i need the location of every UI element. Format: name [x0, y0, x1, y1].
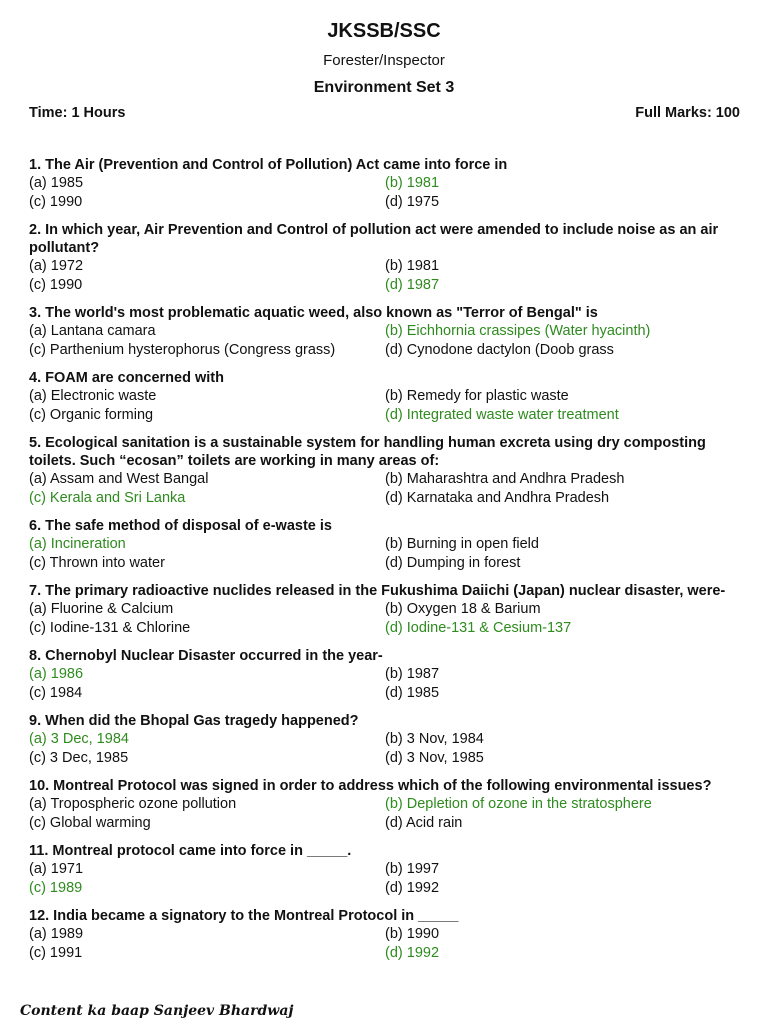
option: (c) Global warming — [29, 815, 151, 831]
option: (a) 1971 — [29, 861, 84, 877]
question-item — [29, 221, 744, 295]
set-title: Environment Set 3 — [313, 79, 455, 96]
question-text: 9. When did the Bhopal Gas tragedy happened? — [29, 713, 359, 729]
option: (d) Acid rain — [385, 815, 463, 831]
question-text: 5. Ecological sanitation is a sustainable system for handling human excreta using dry composting toilets. Such “ecosan” toilets are working in many areas of: — [29, 435, 706, 469]
option: (a) Lantana camara — [29, 323, 156, 339]
question-item — [29, 517, 744, 573]
option: (d) 1975 — [385, 194, 440, 210]
option: (a) Tropospheric ozone pollution — [29, 796, 237, 812]
question-item — [29, 582, 744, 638]
option: (b) 1997 — [385, 861, 440, 877]
option-grid — [29, 795, 744, 833]
question-item — [29, 907, 744, 963]
question-text: 1. The Air (Prevention and Control of Pollution) Act came into force in — [29, 157, 508, 173]
question-item — [29, 712, 744, 768]
question-list — [29, 156, 744, 972]
time-label: Time: 1 Hours — [29, 105, 126, 121]
option: (c) 1984 — [29, 685, 83, 701]
option-correct: (d) Iodine-131 & Cesium-137 — [385, 620, 572, 636]
option: (a) 1972 — [29, 258, 84, 274]
option: (d) 3 Nov, 1985 — [385, 750, 484, 766]
option-correct: (b) 1981 — [385, 175, 440, 191]
option: (a) Electronic waste — [29, 388, 157, 404]
exam-subtitle: Forester/Inspector — [323, 52, 445, 69]
option: (a) 1989 — [29, 926, 84, 942]
option-grid — [29, 322, 744, 360]
option-grid — [29, 387, 744, 425]
option: (c) Organic forming — [29, 407, 154, 423]
question-text: 10. Montreal Protocol was signed in order to address which of the following environmental issues? — [29, 778, 712, 794]
option: (c) Iodine-131 & Chlorine — [29, 620, 191, 636]
question-text: 12. India became a signatory to the Montreal Protocol in _____ — [29, 908, 459, 924]
question-text: 4. FOAM are concerned with — [29, 370, 224, 386]
question-item — [29, 434, 744, 508]
option: (a) Fluorine & Calcium — [29, 601, 174, 617]
question-text: 2. In which year, Air Prevention and Control of pollution act were amended to include noise as an air pollutant? — [29, 222, 719, 256]
option-correct: (b) Depletion of ozone in the stratosphere — [385, 796, 652, 812]
question-text: 8. Chernobyl Nuclear Disaster occurred in the year- — [29, 648, 383, 664]
option: (b) 1981 — [385, 258, 440, 274]
option-grid — [29, 257, 744, 295]
question-item — [29, 842, 744, 898]
option: (c) Parthenium hysterophorus (Congress grass) — [29, 342, 336, 358]
option-correct: (a) 1986 — [29, 666, 84, 682]
option: (b) 1987 — [385, 666, 440, 682]
option: (c) 1990 — [29, 277, 83, 293]
option: (c) 1990 — [29, 194, 83, 210]
question-item — [29, 369, 744, 425]
question-item — [29, 647, 744, 703]
option: (d) Karnataka and Andhra Pradesh — [385, 490, 610, 506]
question-item — [29, 777, 744, 833]
option: (b) 3 Nov, 1984 — [385, 731, 484, 747]
question-item — [29, 304, 744, 360]
option: (d) Cynodone dactylon (Doob grass — [385, 342, 614, 358]
option: (c) Thrown into water — [29, 555, 165, 571]
option-correct: (a) Incineration — [29, 536, 126, 552]
option: (c) 1991 — [29, 945, 83, 961]
option: (d) Dumping in forest — [385, 555, 521, 571]
option-correct: (d) 1992 — [385, 945, 440, 961]
question-item — [29, 156, 744, 212]
option: (b) Maharashtra and Andhra Pradesh — [385, 471, 625, 487]
option: (d) 1992 — [385, 880, 440, 896]
option: (b) Burning in open field — [385, 536, 539, 552]
option: (c) 3 Dec, 1985 — [29, 750, 129, 766]
option-correct: (c) 1989 — [29, 880, 83, 896]
option-correct: (c) Kerala and Sri Lanka — [29, 490, 186, 506]
option-correct: (a) 3 Dec, 1984 — [29, 731, 129, 747]
option: (b) Remedy for plastic waste — [385, 388, 569, 404]
question-text: 3. The world's most problematic aquatic weed, also known as "Terror of Bengal" is — [29, 305, 598, 321]
option-grid — [29, 470, 744, 508]
option-grid — [29, 665, 744, 703]
option-grid — [29, 174, 744, 212]
option-correct: (d) Integrated waste water treatment — [385, 407, 619, 423]
question-text: 11. Montreal protocol came into force in _____. — [29, 843, 352, 859]
option: (a) 1985 — [29, 175, 84, 191]
option-grid — [29, 860, 744, 898]
option-grid — [29, 600, 744, 638]
question-text: 6. The safe method of disposal of e-waste is — [29, 518, 332, 534]
question-text: 7. The primary radioactive nuclides released in the Fukushima Daiichi (Japan) nuclear disaster, were- — [29, 583, 726, 599]
full-marks-label: Full Marks: 100 — [635, 105, 740, 121]
option: (b) Oxygen 18 & Barium — [385, 601, 541, 617]
option-grid — [29, 925, 744, 963]
option-grid — [29, 730, 744, 768]
option: (d) 1985 — [385, 685, 440, 701]
option: (b) 1990 — [385, 926, 440, 942]
option-correct: (d) 1987 — [385, 277, 440, 293]
footer-credit: Content ka baap Sanjeev Bhardwaj — [20, 1003, 294, 1019]
option: (a) Assam and West Bangal — [29, 471, 209, 487]
page-title: JKSSB/SSC — [327, 20, 441, 42]
option-correct: (b) Eichhornia crassipes (Water hyacinth) — [385, 323, 651, 339]
option-grid — [29, 535, 744, 573]
